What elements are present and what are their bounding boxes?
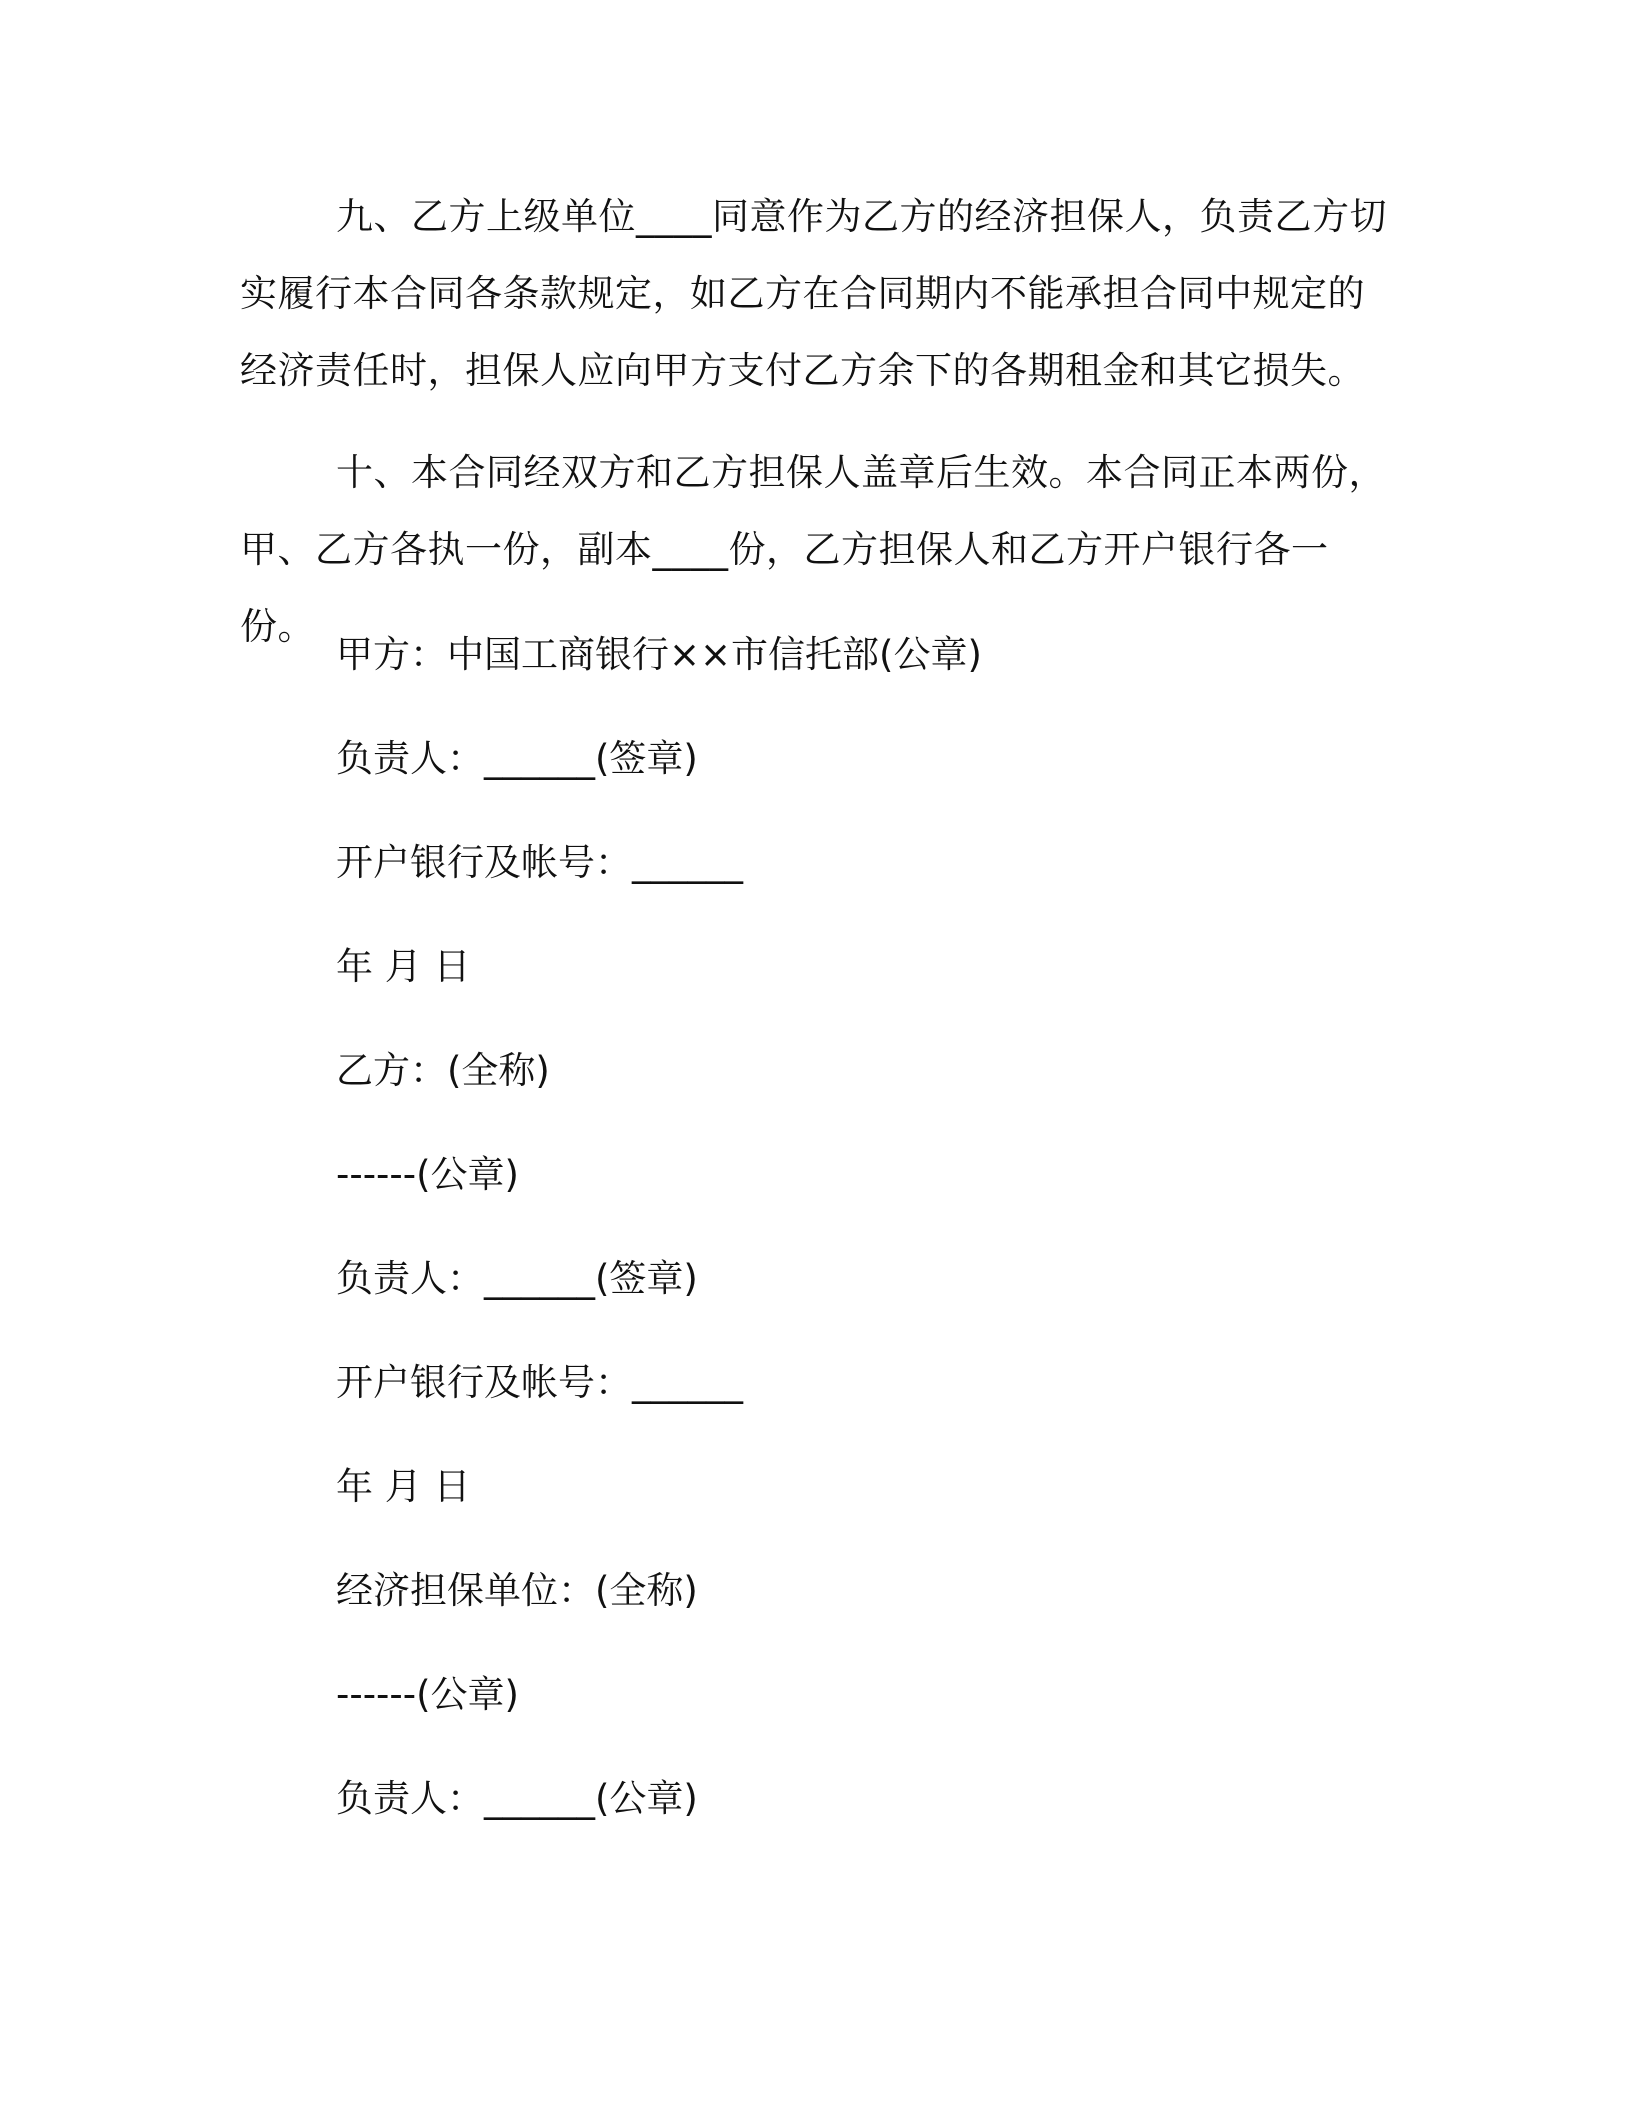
guarantor-responsible-line: 负责人：______(公章) — [336, 1777, 698, 1820]
party-b-name-line: 乙方：(全称) — [336, 1049, 550, 1092]
party-b-seal-line: ------(公章) — [336, 1153, 519, 1196]
clause-9-paragraph: 九、乙方上级单位____同意作为乙方的经济担保人，负责乙方切实履行本合同各条款规定，如乙方在合同期内不能承担合同中规定的经济责任时，担保人应向甲方支付乙方余下的各期租金和其它损失。 — [240, 195, 1387, 392]
party-a-date-line: 年 月 日 — [336, 945, 471, 988]
party-b-responsible-line: 负责人：______(签章) — [336, 1257, 698, 1300]
guarantor-name-line: 经济担保单位：(全称) — [336, 1569, 698, 1612]
party-a-responsible-line: 负责人：______(签章) — [336, 737, 698, 780]
clause-10-paragraph: 十、本合同经双方和乙方担保人盖章后生效。本合同正本两份，甲、乙方各执一份，副本____份，乙方担保人和乙方开户银行各一份。 — [240, 451, 1386, 648]
party-b-bank-line: 开户银行及帐号：______ — [336, 1361, 743, 1404]
party-a-name-line: 甲方：中国工商银行××市信托部(公章) — [336, 633, 982, 676]
party-a-bank-line: 开户银行及帐号：______ — [336, 841, 743, 884]
party-b-date-line: 年 月 日 — [336, 1465, 471, 1508]
guarantor-seal-line: ------(公章) — [336, 1673, 519, 1716]
